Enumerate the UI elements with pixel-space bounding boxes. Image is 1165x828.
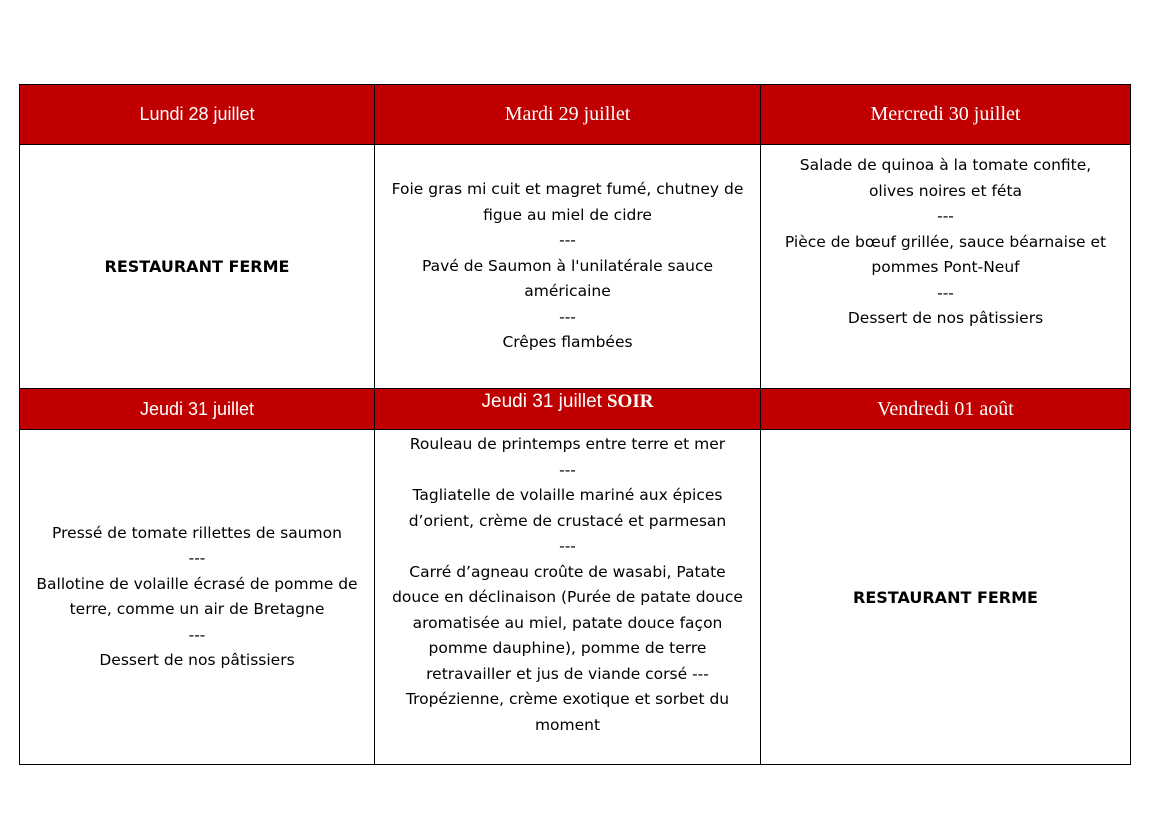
menu-cell-monday (20, 145, 375, 389)
dish-main: Pavé de Saumon à l'unilatérale sauce américaine (421, 256, 714, 301)
day-header-label: Mercredi 30 juillet (870, 103, 1021, 125)
day-header-thursday-evening (375, 389, 761, 430)
day-header-tuesday (375, 85, 761, 145)
closed-notice: RESTAURANT FERME (104, 257, 290, 276)
day-header-friday (761, 389, 1131, 430)
dish-starter: Rouleau de printemps entre terre et mer (409, 435, 726, 453)
menu-cell-wednesday (761, 145, 1131, 389)
closed-notice: RESTAURANT FERME (853, 587, 1038, 607)
dish-dessert: Dessert de nos pâtissiers (99, 651, 295, 669)
dish-starter: Pressé de tomate rillettes de saumon (52, 523, 342, 542)
dish-main: Ballotine de volaille écrasé de pomme de terre, comme un air de Bretagne (36, 574, 358, 618)
menu-cell-tuesday (375, 145, 761, 389)
day-header-suffix: SOIR (606, 391, 654, 412)
dish-dessert: Tropézienne, crème exotique et sorbet du moment (405, 690, 730, 734)
dish-separator: --- (559, 231, 576, 250)
day-header-monday (20, 85, 375, 145)
day-header-wednesday (761, 85, 1131, 145)
menu-cell-thursday-evening (375, 430, 761, 765)
dish-main: Carré d’agneau croûte de wasabi, Patate douce en déclinaison (Purée de patate douce aromatisée au miel, patate douce façon pomme dauphine), pomme de terre retravailler et jus de viande corsé --- (392, 562, 743, 683)
dish-pasta: Tagliatelle de volaille mariné aux épices d’orient, crème de crustacé et parmesan (408, 486, 727, 530)
dish-separator: --- (937, 283, 954, 302)
day-header-label: Jeudi 31 juillet (481, 391, 602, 412)
dish-starter: Foie gras mi cuit et magret fumé, chutney de figue au miel de cidre (391, 180, 744, 224)
menu-cell-thursday (20, 430, 375, 765)
dish-starter: Salade de quinoa à la tomate confite, olives noires et féta (799, 156, 1092, 200)
header-row-week2 (20, 389, 1131, 430)
dish-main: Pièce de bœuf grillée, sauce béarnaise et pommes Pont-Neuf (784, 232, 1107, 276)
dish-separator: --- (188, 625, 206, 644)
day-header-thursday (20, 389, 375, 430)
dish-dessert: Crêpes flambées (502, 333, 633, 352)
day-header-label: Lundi 28 juillet (139, 104, 255, 124)
day-header-label: Jeudi 31 juillet (139, 398, 255, 419)
weekly-menu-table (19, 84, 1131, 765)
dish-separator: --- (937, 207, 954, 225)
menu-cell-friday (761, 430, 1131, 765)
menu-row-week1 (20, 145, 1131, 389)
header-row-week1 (20, 85, 1131, 145)
day-header-label: Vendredi 01 août (877, 397, 1014, 420)
menu-row-week2 (20, 430, 1131, 765)
dish-separator: --- (188, 549, 206, 567)
dish-separator: --- (559, 460, 576, 479)
dish-separator: --- (559, 307, 576, 326)
dish-separator: --- (559, 537, 576, 555)
dish-dessert: Dessert de nos pâtissiers (847, 309, 1044, 327)
day-header-label: Mardi 29 juillet (504, 103, 631, 125)
